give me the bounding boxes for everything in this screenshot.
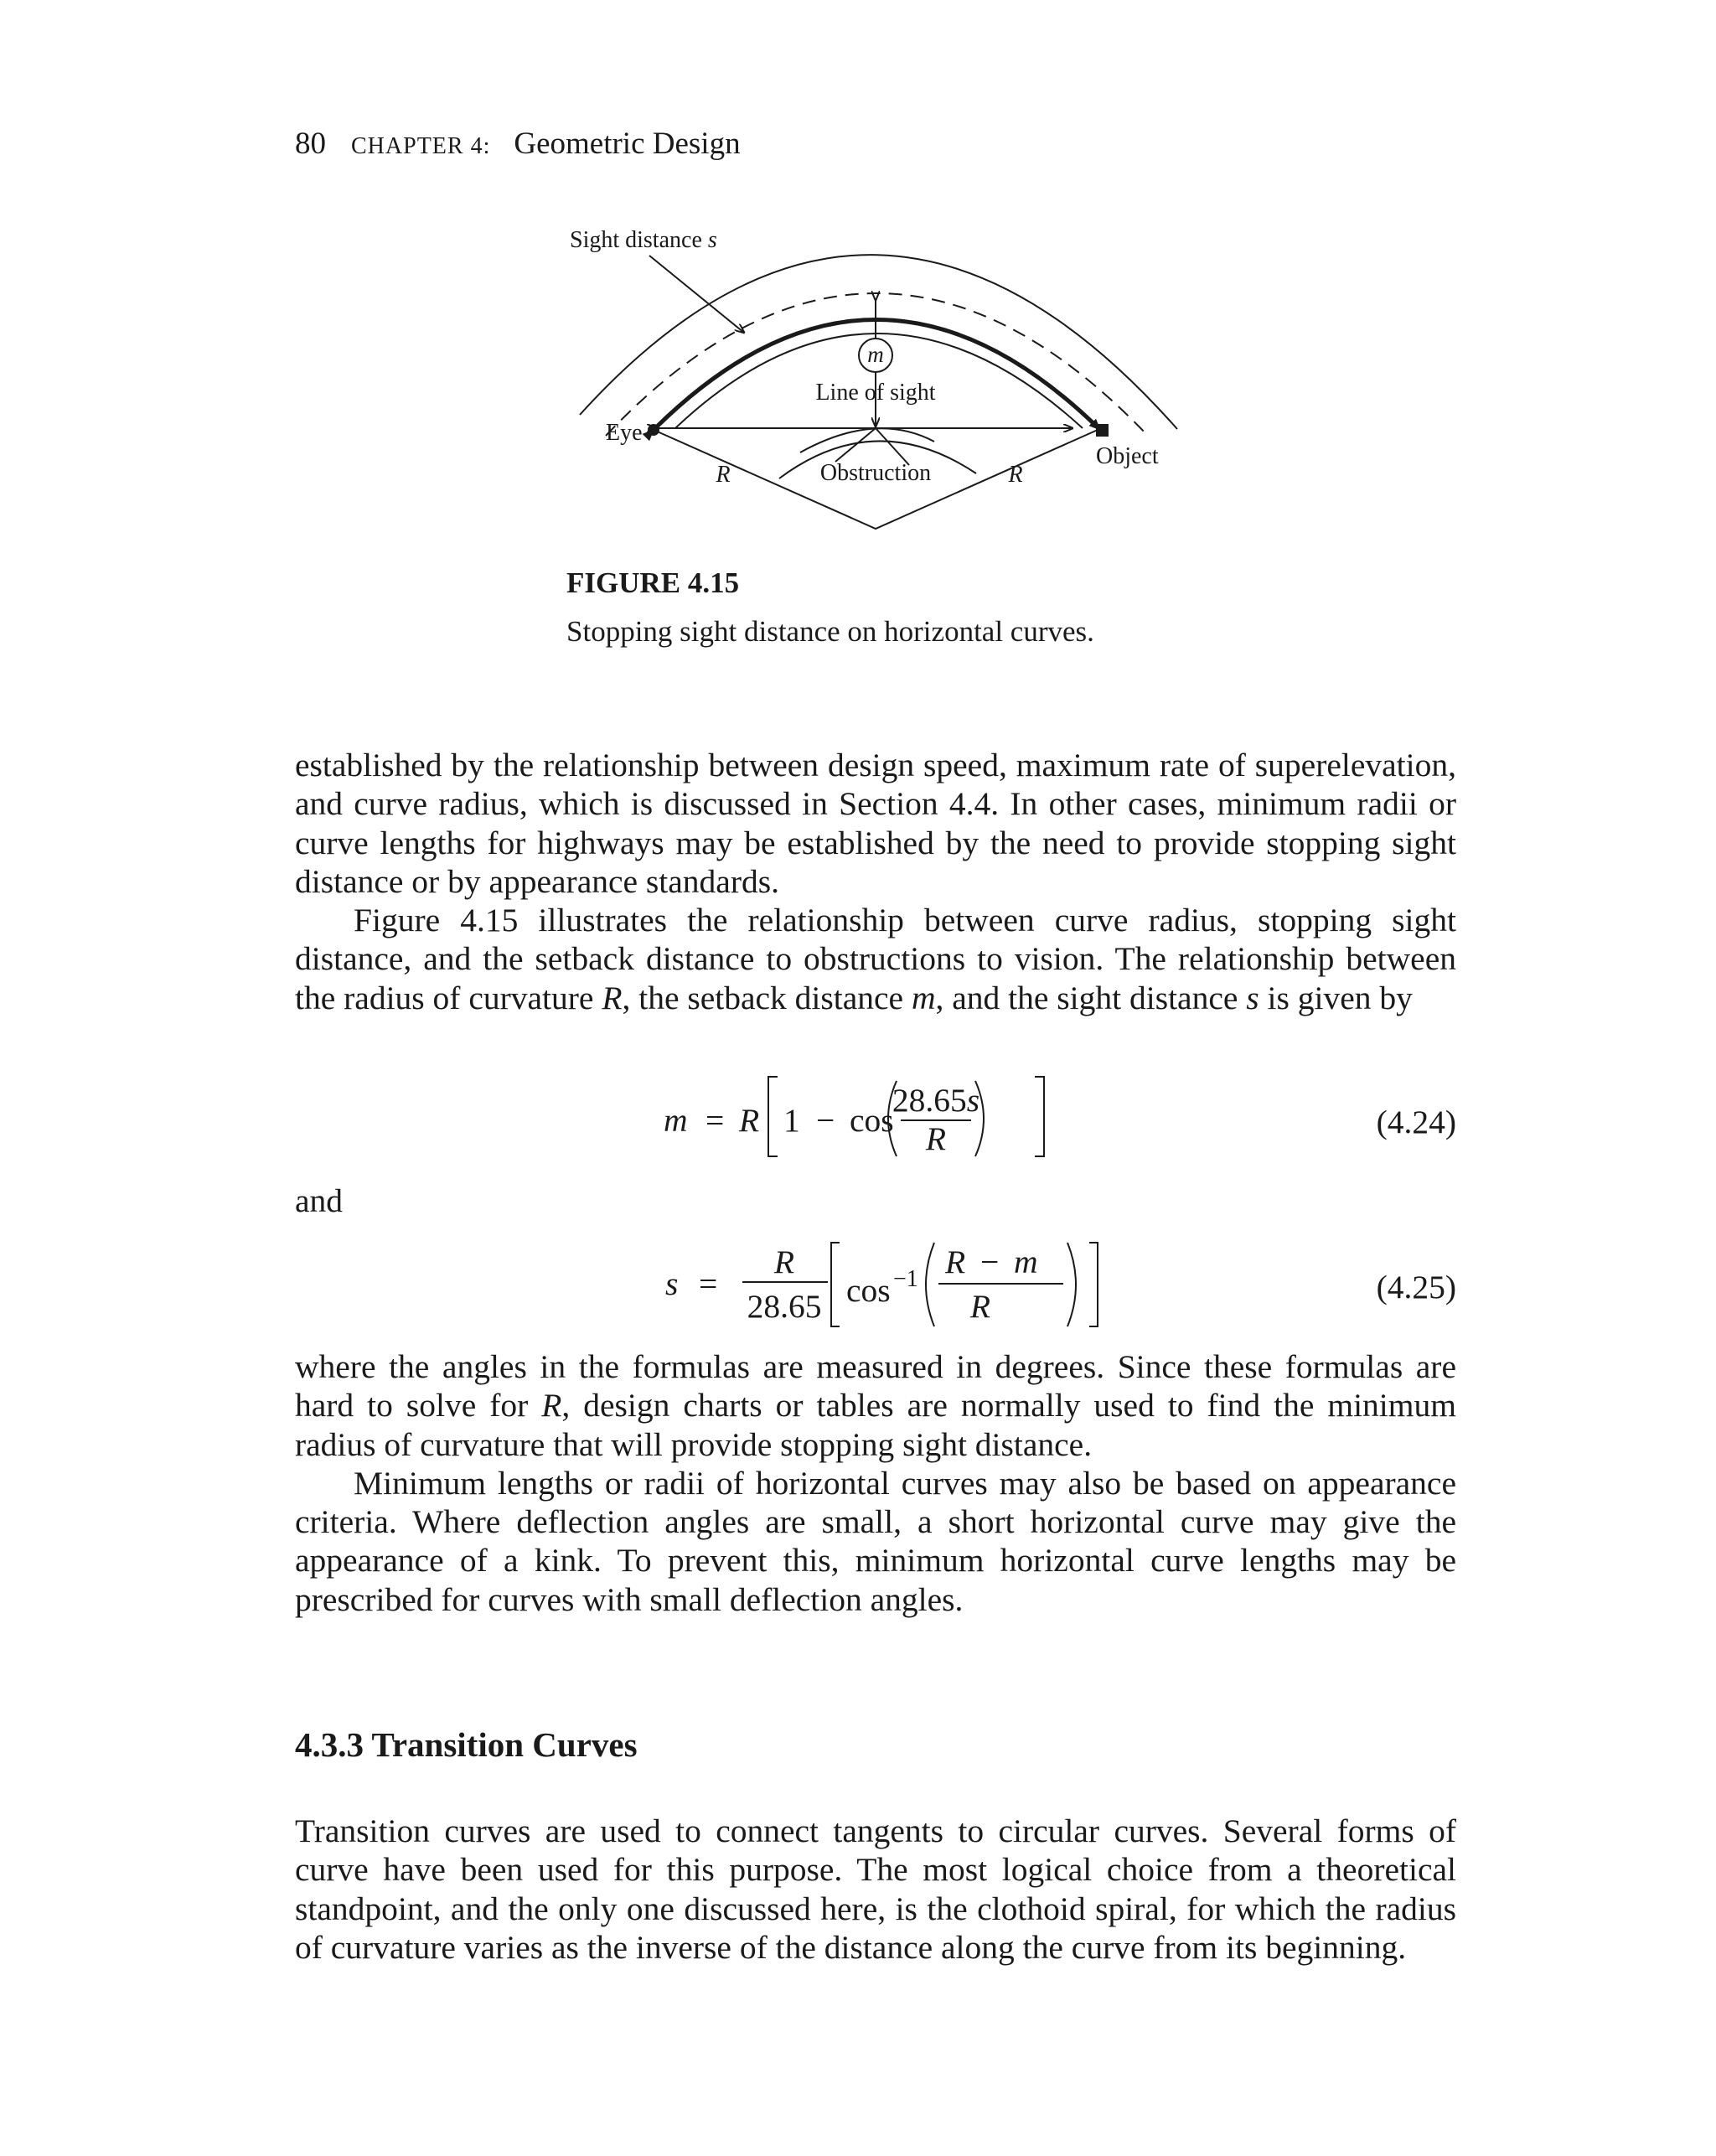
svg-text:28.65s: 28.65s bbox=[892, 1082, 980, 1119]
svg-text:R: R bbox=[925, 1120, 947, 1157]
svg-text:−1: −1 bbox=[893, 1266, 918, 1292]
figure-sight-distance-diagram bbox=[553, 214, 1190, 549]
svg-text:R: R bbox=[945, 1243, 966, 1280]
obstruction-line-left bbox=[835, 428, 876, 462]
obstruction-label: Obstruction bbox=[819, 460, 932, 486]
svg-text:cos: cos bbox=[846, 1272, 891, 1309]
equation-4-25 bbox=[295, 1236, 1456, 1332]
line-of-sight-label: Line of sight bbox=[815, 380, 936, 406]
svg-text:=: = bbox=[699, 1265, 718, 1302]
svg-text:m: m bbox=[1014, 1243, 1038, 1280]
equation-4-25-svg bbox=[664, 1236, 1133, 1332]
svg-text:s: s bbox=[665, 1265, 679, 1302]
running-head bbox=[295, 126, 741, 162]
svg-text:R: R bbox=[739, 1102, 760, 1139]
paragraph-5: Transition curves are used to connect tangents to circular curves. Several forms of curve have been used for this purpose. The most logical choice from a theoretical standpoint, and the only one discussed here, is the clothoid spiral, for which the radius of curvature varies as the inverse of the distance along the curve from its beginning. bbox=[295, 1812, 1456, 1966]
eye-marker bbox=[648, 424, 659, 436]
body-text-block-3 bbox=[295, 1812, 1456, 1967]
paragraph-2: Figure 4.15 illustrates the relationship between curve radius, stopping sight distance, and the setback distance to obstructions to vision. The relationship between the radius of curvature R, the setback distance m, and the sight distance s is given by bbox=[295, 902, 1456, 1016]
svg-text:m: m bbox=[664, 1102, 688, 1139]
equation-number-4-25: (4.25) bbox=[1376, 1269, 1456, 1305]
obstruction-arc-inner bbox=[800, 428, 934, 452]
m-label: m bbox=[867, 342, 884, 367]
paragraph-3: where the angles in the formulas are measured in degrees. Since these formulas are hard to solve for R, design charts or tables are normally used to find the minimum radius of curvature that will provide stopping sight distance. bbox=[295, 1348, 1456, 1463]
svg-text:=: = bbox=[706, 1102, 725, 1139]
equation-number-4-24: (4.24) bbox=[1376, 1104, 1456, 1140]
svg-text:1: 1 bbox=[783, 1102, 800, 1139]
svg-text:cos: cos bbox=[850, 1102, 894, 1139]
svg-text:R: R bbox=[773, 1243, 795, 1280]
sight-distance-leader bbox=[649, 256, 744, 333]
section-heading: 4.3.3 Transition Curves bbox=[295, 1725, 638, 1764]
paragraph-4: Minimum lengths or radii of horizontal curves may also be based on appearance criteria. Where deflection angles are small, a short horizontal curve may give the appearance of a kink. To prevent this, minimum horizontal curve lengths may be prescribed for curves with small deflection angles. bbox=[295, 1464, 1456, 1618]
svg-text:R: R bbox=[969, 1288, 991, 1325]
page-number: 80 bbox=[295, 127, 326, 161]
body-text-block-1 bbox=[295, 746, 1456, 1017]
svg-text:−: − bbox=[816, 1102, 835, 1139]
sight-distance-label: Sight distance s bbox=[570, 227, 717, 253]
radius-label-left: R bbox=[716, 462, 731, 488]
figure-caption: Stopping sight distance on horizontal curves. bbox=[566, 615, 1094, 648]
object-label: Object bbox=[1096, 443, 1159, 469]
chapter-title: Geometric Design bbox=[514, 127, 741, 161]
body-text-block-2 bbox=[295, 1347, 1456, 1619]
svg-text:28.65: 28.65 bbox=[747, 1288, 822, 1325]
conjunction-line bbox=[295, 1181, 1456, 1223]
and-text: and bbox=[295, 1182, 344, 1219]
figure-number: FIGURE 4.15 bbox=[566, 566, 740, 599]
diagram-svg bbox=[553, 214, 1190, 549]
equation-4-24-svg bbox=[664, 1073, 1099, 1165]
radius-label-right: R bbox=[1008, 462, 1023, 488]
sight-distance-arc bbox=[654, 320, 1100, 431]
equation-4-24 bbox=[295, 1073, 1456, 1165]
paragraph-1: established by the relationship between design speed, maximum rate of superelevation, and curve radius, which is discussed in Section 4.4. In other cases, minimum radii or curve lengths for highways may be established by the need to provide stopping sight distance or by appearance standards. bbox=[295, 747, 1456, 900]
eye-label: Eye bbox=[606, 420, 643, 446]
object-marker bbox=[1096, 424, 1109, 437]
chapter-label: CHAPTER 4: bbox=[351, 133, 491, 159]
svg-text:−: − bbox=[980, 1243, 1000, 1280]
